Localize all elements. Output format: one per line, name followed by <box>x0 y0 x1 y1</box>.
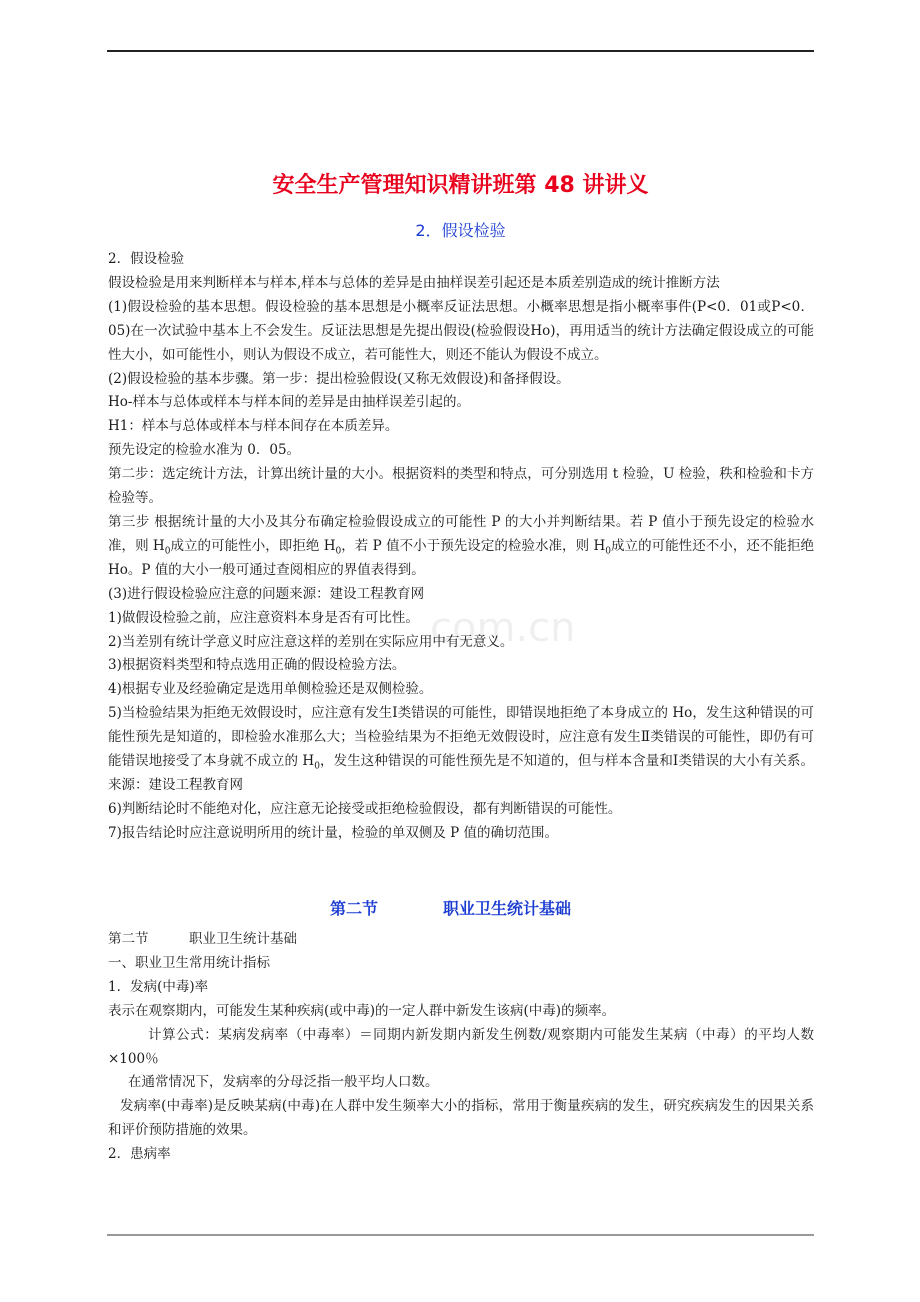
section-number: 第二节 <box>330 899 379 918</box>
paragraph: (1)假设检验的基本思想。假设检验的基本思想是小概率反证法思想。小概率思想是指小概率事件(P<0．01或P<0．05)在一次试验中基本上不会发生。反证法思想是先提出假设(检验假设Ho)，再用适当的统计方法确定假设成立的可能性大小，如可能性小，则认为假设不成立，若可能性大，则还不能认为假设不成立。 <box>108 298 814 363</box>
text-run: ，发生这种错误的可能性预先是不知道的，但与样本含量和Ⅰ类错误的大小有关系。来源：建设工程教育网 <box>108 753 814 793</box>
body-part-1 <box>108 248 814 846</box>
paragraph: H1：样本与总体或样本与样本间存在本质差异。 <box>108 418 399 435</box>
subscript: 0 <box>164 546 171 557</box>
footer-rule <box>107 1234 814 1236</box>
paragraph: 计算公式：某病发病率（中毒率）＝同期内新发期内新发生例数/观察期内可能发生某病（中毒）的平均人数×100％ <box>108 1026 814 1067</box>
paragraph <box>108 511 814 583</box>
text-run: 5)当检验结果为拒绝无效假设时，应注意有发生Ⅰ类错误的可能性，即错误地拒绝了本身成立的 Ho，发生这种错误的可能性预先是知道的，即检验水准那么大；当检验结果为不拒绝无效假设时，应注意有发生Ⅱ类错误的可能性，即仍有可能错误地接受了本身就不成立的 H <box>108 705 814 770</box>
paragraph: 2．患病率 <box>108 1146 171 1163</box>
paragraph: 第二步：选定统计方法，计算出统计量的大小。根据资料的类型和特点，可分别选用 t 检验，U 检验，秩和检验和卡方检验等。 <box>108 466 814 507</box>
section-title: 职业卫生统计基础 <box>443 899 572 918</box>
subscript: 0 <box>605 546 611 557</box>
paragraph: 预先设定的检验水准为 0．05。 <box>108 442 301 459</box>
watermark: com.cn <box>430 605 576 651</box>
paragraph: (2)假设检验的基本步骤。第一步：提出检验假设(又称无效假设)和备择假设。 <box>108 370 570 387</box>
paragraph: 7)报告结论时应注意说明所用的统计量，检验的单双侧及 P 值的确切范围。 <box>108 824 559 841</box>
header-rule <box>107 50 814 52</box>
text-run: ，若 P 值不小于预先设定的检验水准，则 H <box>341 537 606 554</box>
page-title: 安全生产管理知识精讲班第 48 讲讲义 <box>272 173 649 198</box>
subscript: 0 <box>335 546 342 557</box>
paragraph: 2)当差别有统计学意义时应注意这样的差别在实际应用中有无意义。 <box>108 633 514 650</box>
paragraph <box>108 702 814 798</box>
paragraph: Ho-样本与总体或样本与样本间的差异是由抽样误差引起的。 <box>108 394 470 411</box>
paragraph: 在通常情况下，发病率的分母泛指一般平均人口数。 <box>128 1074 439 1091</box>
paragraph: 假设检验是用来判断样本与样本,样本与总体的差异是由抽样误差引起还是本质差别造成的统计推断方法 <box>108 274 720 291</box>
paragraph: (3)进行假设检验应注意的问题来源：建设工程教育网 <box>108 585 425 602</box>
paragraph: 1．发病(中毒)率 <box>108 978 209 995</box>
paragraph: 2．假设检验 <box>108 251 185 267</box>
text-run: 成立的可能性小，即拒绝 H <box>170 537 336 554</box>
text-run: 第三步 根据统计量的大小及其分布确定检验假设成立的可能性 P 的大小并判断结果。若 P 值小于预先设定的检验水准，则 H <box>108 513 814 554</box>
paragraph: 6)判断结论时不能绝对化，应注意无论接受或拒绝检验假设，都有判断错误的可能性。 <box>108 800 622 817</box>
paragraph: 第二节 职业卫生统计基础 <box>108 931 297 947</box>
section-subtitle: 2．假设检验 <box>415 221 506 240</box>
paragraph: 1)做假设检验之前，应注意资料本身是否有可比性。 <box>108 609 419 626</box>
paragraph: 一、职业卫生常用统计指标 <box>108 954 270 971</box>
text-run: 成立的可能性还不小，还不能拒绝 Ho。P 值的大小一般可通过查阅相应的界值表得到。 <box>108 537 815 578</box>
paragraph: 发病率(中毒率)是反映某病(中毒)在人群中发生频率大小的指标，常用于衡量疾病的发生，研究疾病发生的因果关系和评价预防措施的效果。 <box>108 1098 814 1139</box>
paragraph: 3)根据资料类型和特点选用正确的假设检验方法。 <box>108 657 406 674</box>
paragraph: 表示在观察期内，可能发生某种疾病(或中毒)的一定人群中新发生该病(中毒)的频率。 <box>108 1002 616 1019</box>
paragraph: 4)根据专业及经验确定是选用单侧检验还是双侧检验。 <box>108 681 433 698</box>
subscript: 0 <box>314 761 320 772</box>
body-part-2 <box>108 928 814 1167</box>
